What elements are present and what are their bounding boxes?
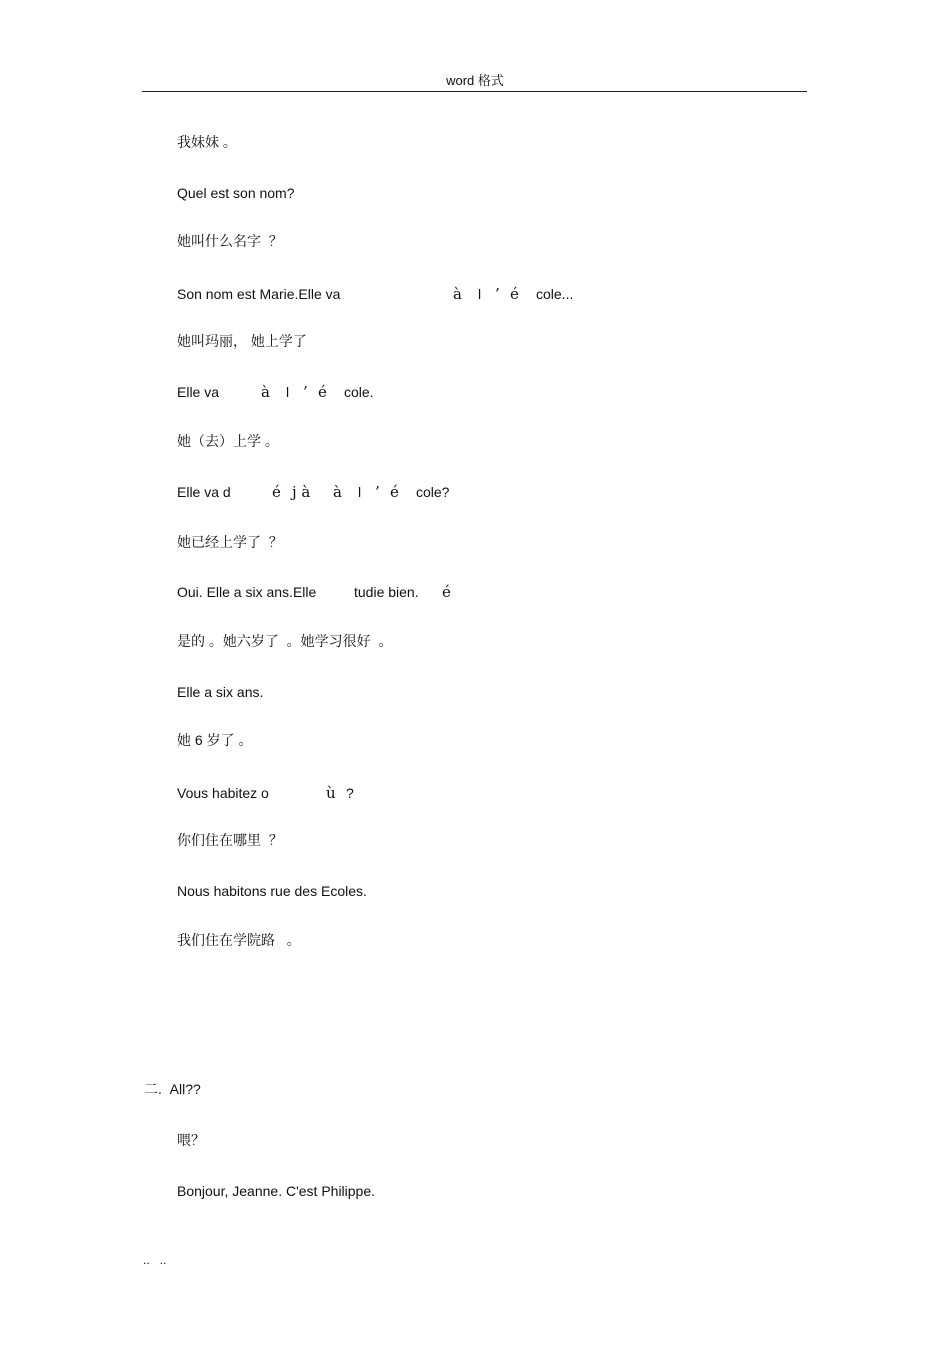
text-segment: Oui. Elle a six ans.Elle [177,584,317,600]
dialogue-line-fr [177,383,397,401]
dialogue-line-zh: 她叫什么名字 ？ [177,233,283,249]
dialogue-line-fr: Elle a six ans. [177,684,264,700]
text-segment: é [442,583,451,601]
text-segment: ù [326,784,336,802]
dialogue-line-zh: 她（去）上学 。 [177,433,279,449]
dialogue-line-fr: Nous habitons rue des Ecoles. [177,883,367,899]
text-segment: cole... [536,286,574,302]
text-segment: cole. [344,384,374,400]
dialogue-line-zh: 你们住在哪里 ？ [177,832,283,848]
dialogue-line-zh: 喂？ [177,1132,205,1148]
dialogue-line-fr [177,784,377,802]
dialogue-line-fr [177,285,597,303]
text-segment: Vous habitez o [177,785,269,801]
page-footer: .. .. [143,1253,167,1267]
text-segment: ? [346,785,354,801]
text-segment: l [286,384,290,400]
header-rule [142,91,807,92]
dialogue-line-zh: 她叫玛丽， 她上学了 [177,333,307,349]
text-segment: é [318,383,327,401]
text-segment: ’ [495,285,500,303]
text-segment: Son nom est Marie.Elle va [177,286,341,302]
dialogue-line-zh: 是的 。她六岁了 。她学习很好 。 [177,633,393,649]
text-segment: à [261,383,270,401]
text-segment: à [453,285,462,303]
dialogue-line-zh: 我妹妹 。 [177,134,237,150]
header-title: word 格式 [446,73,504,88]
text-segment: Elle va d [177,484,231,500]
text-segment: j à [292,483,311,501]
text-segment: é [510,285,519,303]
dialogue-line-fr: Quel est son nom? [177,185,295,201]
text-segment: tudie bien. [354,584,419,600]
text-segment: é [390,483,399,501]
dialogue-line-fr [177,583,477,601]
text-segment: l [358,484,362,500]
text-segment: é [272,483,281,501]
text-segment: cole? [416,484,450,500]
dialogue-line-zh: 她 6 岁了 。 [177,732,253,748]
dialogue-line-zh: 她已经上学了 ？ [177,534,283,550]
dialogue-line-fr: Bonjour, Jeanne. C'est Philippe. [177,1183,376,1199]
text-segment: l [478,286,482,302]
section-heading: 二. All?? [144,1081,201,1097]
dialogue-line-fr [177,483,477,501]
dialogue-line-zh: 我们住在学院路 。 [177,932,301,948]
text-segment: ’ [303,383,308,401]
text-segment: Elle va [177,384,220,400]
text-segment: ’ [375,483,380,501]
text-segment: à [333,483,342,501]
